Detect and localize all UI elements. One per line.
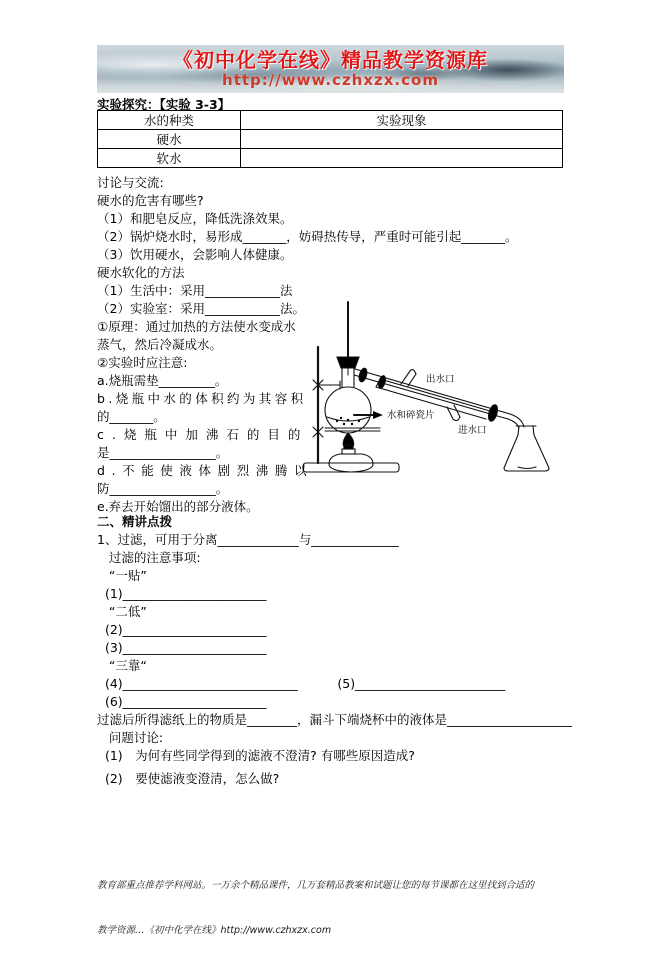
table-cell-hard-water: 硬水 xyxy=(98,130,241,149)
stopper xyxy=(337,357,359,368)
text-line: (4)____________________________ (5)________________________ xyxy=(97,676,506,691)
label-contents: 水和碎瓷片 xyxy=(387,410,435,421)
text-line: （1）和肥皂反应，降低洗涤效果。 xyxy=(97,211,293,226)
distillation-flask xyxy=(325,302,371,433)
receiving-flask xyxy=(504,426,549,471)
banner-image xyxy=(97,45,564,93)
connector-left xyxy=(358,367,369,382)
text-line: “三靠“ xyxy=(97,658,147,673)
table-row xyxy=(98,149,563,168)
distillation-diagram xyxy=(300,287,565,487)
section-heading-key-points: 二、精讲点拨 xyxy=(97,514,173,529)
text-line: 1、过滤，可用于分离_____________与______________ xyxy=(97,532,399,547)
footer-line1: 教育部重点推荐学科网站。一万余个精品课件，几万套精品教案和试题让您的每节课都在这里找到合适的 xyxy=(97,880,535,891)
text-line: （1）生活中：采用____________法 xyxy=(97,283,293,298)
key-points-block xyxy=(97,513,597,788)
table-row xyxy=(98,130,563,149)
text-line: (2) 要使滤液变澄清，怎么做? xyxy=(97,771,280,786)
water-inlet-tube xyxy=(447,405,460,421)
text-line: a.烧瓶需垫_________。 xyxy=(97,373,228,388)
stand-base xyxy=(303,463,399,472)
text-line: “二低” xyxy=(97,604,147,619)
label-inlet: 进水口 xyxy=(458,425,487,436)
text-line: 讨论与交流: xyxy=(97,175,164,190)
text-line: d.不能使液体剧烈沸腾以 xyxy=(97,463,314,478)
text-line: 硬水软化的方法 xyxy=(97,265,185,280)
text-line: b.烧瓶中水的体积约为其容积 xyxy=(97,391,307,406)
table-cell-hard-water-obs xyxy=(241,130,563,149)
alcohol-lamp xyxy=(329,433,373,472)
text-line: (3)_______________________ xyxy=(97,640,267,655)
banner-title: 《初中化学在线》精品教学资源库 xyxy=(173,48,488,72)
observation-table xyxy=(97,110,563,168)
text-line: 的_______。 xyxy=(97,409,166,424)
table-cell-soft-water-obs xyxy=(241,149,563,168)
text-line: （2）锅炉烧水时，易形成_______，妨碍热传导，严重时可能引起_______。 xyxy=(97,229,518,244)
text-line: 过滤的注意事项: xyxy=(97,550,201,565)
footer-line2: 教学资源…《初中化学在线》http://www.czhxzx.com xyxy=(97,925,332,936)
text-line: (1) 为何有些同学得到的滤液不澄清? 有哪些原因造成? xyxy=(97,748,415,763)
text-line: e.弃去开始馏出的部分液体。 xyxy=(97,499,259,514)
table-header-phenomenon: 实验现象 xyxy=(241,111,563,130)
text-line: “一贴” xyxy=(97,568,147,583)
connector-right xyxy=(487,404,499,423)
text-line: （2）实验室：采用____________法。 xyxy=(97,301,305,316)
text-line: 硬水的危害有哪些? xyxy=(97,193,204,208)
text-line: c.烧瓶中加沸石的目的 xyxy=(97,427,309,442)
banner-url[interactable]: http://www.czhxzx.com xyxy=(222,71,439,89)
text-line: ①原理：通过加热的方法使水变成水 xyxy=(97,319,296,334)
footer xyxy=(97,848,577,953)
text-line: ②实验时应注意: xyxy=(97,355,188,370)
text-line: 是_________________。 xyxy=(97,445,229,460)
text-line: 蒸气，然后冷凝成水。 xyxy=(97,337,223,352)
text-line: (1)_______________________ xyxy=(97,586,267,601)
text-line: 问题讨论: xyxy=(97,730,164,745)
table-header-water-type: 水的种类 xyxy=(98,111,241,130)
text-line: (2)_______________________ xyxy=(97,622,267,637)
text-line: 过滤后所得滤纸上的物质是________，漏斗下端烧杯中的液体是____________________ xyxy=(97,712,573,727)
text-line: (6)_______________________ xyxy=(97,694,267,709)
label-outlet: 出水口 xyxy=(426,374,455,385)
contents-arrowhead xyxy=(373,411,383,419)
section-heading-experiment: 实验探究：【实验 3-3】 xyxy=(97,97,231,112)
table-cell-soft-water: 软水 xyxy=(98,149,241,168)
text-line: （3）饮用硬水，会影响人体健康。 xyxy=(97,247,293,262)
text-line: 防_________________。 xyxy=(97,481,229,496)
boiling-chips xyxy=(336,417,360,425)
